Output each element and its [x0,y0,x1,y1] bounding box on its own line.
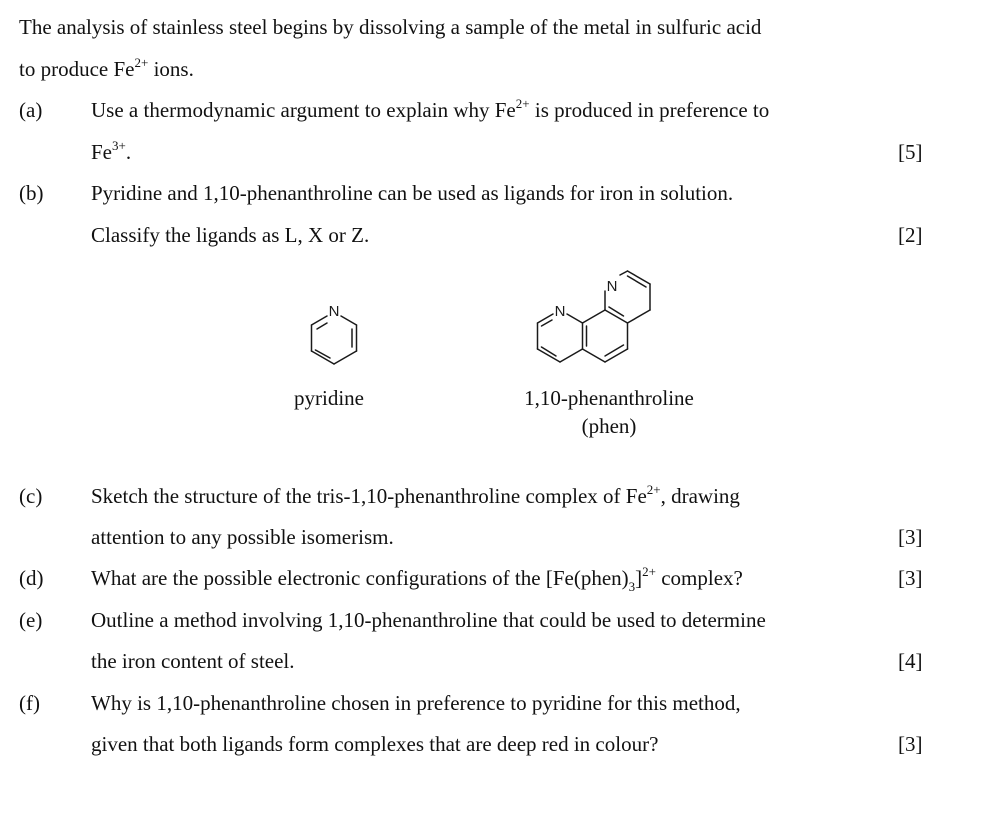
question-a-line-2: $Fe^{3+}$. [91,138,132,164]
question-b-marks: [2] [898,223,923,247]
question-c-marks: [3] [898,525,923,549]
question-c-label: (c) [19,484,43,508]
pyridine-caption: pyridine [294,386,364,410]
question-f-marks: [3] [898,732,923,756]
question-d-text: What are the possible electronic configurations of the $[Fe(phen)_3]^{2+}$ complex? [91,564,743,595]
pyridine-nitrogen-label: N [328,303,340,320]
question-a-label: (a) [19,98,43,122]
question-e-line-1: Outline a method involving 1,10-phenanthroline that could be used to determine [91,608,766,632]
question-f-line-2: given that both ligands form complexes that are deep red in colour? [91,732,659,756]
pyridine-structure [312,303,357,364]
question-e-label: (e) [19,608,43,632]
phenanthroline-structure [538,271,651,362]
intro-line-2: to produce $Fe^{2+}$ ions. [19,55,194,81]
phen-nitrogen-2-label: N [606,278,618,295]
question-c-line-1: Sketch the structure of the tris-1,10-phenanthroline complex of $Fe^{2+}$, drawing [91,482,740,508]
question-b-line-2: Classify the ligands as L, X or Z. [91,223,370,247]
question-f-line-1: Why is 1,10-phenanthroline chosen in preference to pyridine for this method, [91,691,741,715]
question-a-marks: [5] [898,140,923,164]
phen-caption-line-2: (phen) [581,414,637,438]
question-b-label: (b) [19,181,44,205]
question-d-label: (d) [19,566,44,590]
question-c-line-2: attention to any possible isomerism. [91,525,394,549]
phen-nitrogen-1-label: N [554,303,566,320]
question-e-marks: [4] [898,649,923,673]
question-f-label: (f) [19,691,40,715]
question-b-line-1: Pyridine and 1,10-phenanthroline can be used as ligands for iron in solution. [91,181,734,205]
question-e-line-2: the iron content of steel. [91,649,295,673]
question-a-line-1: Use a thermodynamic argument to explain why $Fe^{2+}$ is produced in preference to [91,96,770,122]
intro-line-1: The analysis of stainless steel begins by dissolving a sample of the metal in sulfuric acid [19,15,762,39]
question-d-marks: [3] [898,566,923,590]
phen-caption-line-1: 1,10-phenanthroline [524,386,694,410]
